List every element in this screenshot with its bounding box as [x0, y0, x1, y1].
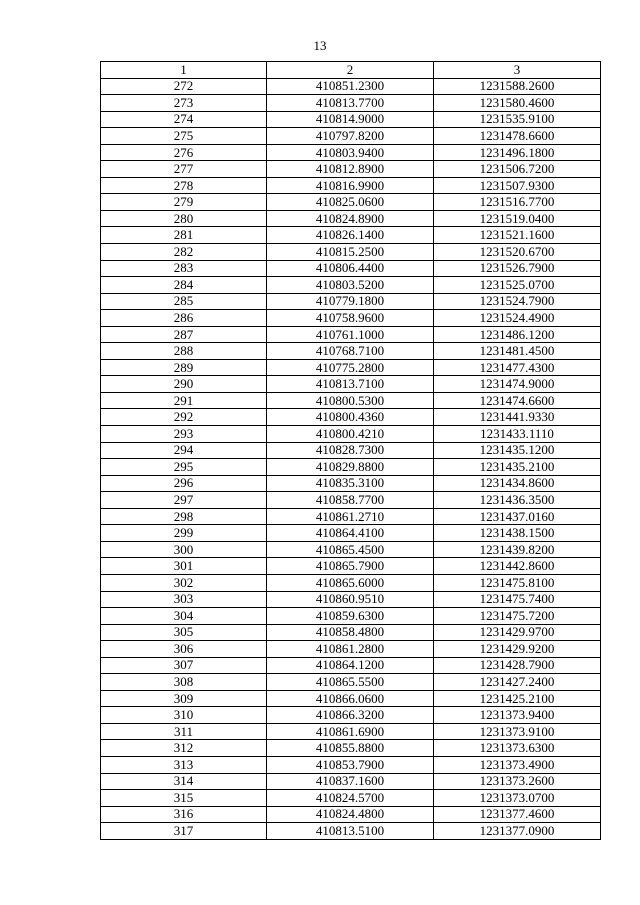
- x-coordinate-cell: 410865.6000: [267, 574, 434, 591]
- point-number-cell: 275: [101, 128, 267, 145]
- table-row: [101, 277, 601, 294]
- table-row: [101, 293, 601, 310]
- y-coordinate-cell: 1231441.9330: [434, 409, 601, 426]
- point-number-cell: 276: [101, 144, 267, 161]
- column-header-3: 3: [434, 62, 601, 79]
- table-row: [101, 674, 601, 691]
- point-number-cell: 280: [101, 210, 267, 227]
- y-coordinate-cell: 1231429.9700: [434, 624, 601, 641]
- table-row: [101, 525, 601, 542]
- point-number-cell: 296: [101, 475, 267, 492]
- x-coordinate-cell: 410865.4500: [267, 541, 434, 558]
- point-number-cell: 298: [101, 508, 267, 525]
- page-number: 13: [313, 38, 327, 53]
- y-coordinate-cell: 1231507.9300: [434, 177, 601, 194]
- table-row: [101, 144, 601, 161]
- x-coordinate-cell: 410813.5100: [267, 823, 434, 840]
- table-row: [101, 823, 601, 840]
- point-number-cell: 286: [101, 310, 267, 327]
- x-coordinate-cell: 410813.7700: [267, 95, 434, 112]
- table-row: [101, 343, 601, 360]
- point-number-cell: 293: [101, 426, 267, 443]
- table-row: [101, 508, 601, 525]
- table-row: [101, 326, 601, 343]
- y-coordinate-cell: 1231524.4900: [434, 310, 601, 327]
- x-coordinate-cell: 410853.7900: [267, 756, 434, 773]
- y-coordinate-cell: 1231535.9100: [434, 111, 601, 128]
- x-coordinate-cell: 410865.7900: [267, 558, 434, 575]
- y-coordinate-cell: 1231521.1600: [434, 227, 601, 244]
- x-coordinate-cell: 410824.8900: [267, 210, 434, 227]
- table-row: [101, 111, 601, 128]
- point-number-cell: 305: [101, 624, 267, 641]
- y-coordinate-cell: 1231580.4600: [434, 95, 601, 112]
- x-coordinate-cell: 410797.8200: [267, 128, 434, 145]
- y-coordinate-cell: 1231437.0160: [434, 508, 601, 525]
- point-number-cell: 279: [101, 194, 267, 211]
- x-coordinate-cell: 410861.2710: [267, 508, 434, 525]
- x-coordinate-cell: 410824.5700: [267, 790, 434, 807]
- x-coordinate-cell: 410768.7100: [267, 343, 434, 360]
- y-coordinate-cell: 1231427.2400: [434, 674, 601, 691]
- y-coordinate-cell: 1231429.9200: [434, 641, 601, 658]
- x-coordinate-cell: 410800.4210: [267, 426, 434, 443]
- point-number-cell: 288: [101, 343, 267, 360]
- point-number-cell: 315: [101, 790, 267, 807]
- table-row: [101, 409, 601, 426]
- point-number-cell: 294: [101, 442, 267, 459]
- table-row: [101, 426, 601, 443]
- column-header-2: 2: [267, 62, 434, 79]
- point-number-cell: 278: [101, 177, 267, 194]
- y-coordinate-cell: 1231373.9400: [434, 707, 601, 724]
- coordinates-table: [100, 61, 601, 840]
- table-row: [101, 756, 601, 773]
- x-coordinate-cell: 410800.5300: [267, 392, 434, 409]
- y-coordinate-cell: 1231373.6300: [434, 740, 601, 757]
- x-coordinate-cell: 410851.2300: [267, 78, 434, 95]
- point-number-cell: 295: [101, 459, 267, 476]
- x-coordinate-cell: 410864.1200: [267, 657, 434, 674]
- y-coordinate-cell: 1231377.0900: [434, 823, 601, 840]
- point-number-cell: 284: [101, 277, 267, 294]
- y-coordinate-cell: 1231478.6600: [434, 128, 601, 145]
- table-row: [101, 574, 601, 591]
- y-coordinate-cell: 1231475.7400: [434, 591, 601, 608]
- y-coordinate-cell: 1231526.7900: [434, 260, 601, 277]
- table-row: [101, 161, 601, 178]
- table-row: [101, 227, 601, 244]
- x-coordinate-cell: 410826.1400: [267, 227, 434, 244]
- table-row: [101, 558, 601, 575]
- point-number-cell: 289: [101, 359, 267, 376]
- y-coordinate-cell: 1231373.4900: [434, 756, 601, 773]
- x-coordinate-cell: 410864.4100: [267, 525, 434, 542]
- point-number-cell: 285: [101, 293, 267, 310]
- column-header-1: 1: [101, 62, 267, 79]
- table-row: [101, 95, 601, 112]
- y-coordinate-cell: 1231475.8100: [434, 574, 601, 591]
- table-row: [101, 790, 601, 807]
- y-coordinate-cell: 1231486.1200: [434, 326, 601, 343]
- x-coordinate-cell: 410816.9900: [267, 177, 434, 194]
- y-coordinate-cell: 1231506.7200: [434, 161, 601, 178]
- table-row: [101, 541, 601, 558]
- table-row: [101, 740, 601, 757]
- table-row: [101, 707, 601, 724]
- x-coordinate-cell: 410858.4800: [267, 624, 434, 641]
- table-row: [101, 657, 601, 674]
- point-number-cell: 300: [101, 541, 267, 558]
- x-coordinate-cell: 410855.8800: [267, 740, 434, 757]
- point-number-cell: 290: [101, 376, 267, 393]
- x-coordinate-cell: 410815.2500: [267, 244, 434, 261]
- table-row: [101, 260, 601, 277]
- x-coordinate-cell: 410866.3200: [267, 707, 434, 724]
- point-number-cell: 274: [101, 111, 267, 128]
- point-number-cell: 287: [101, 326, 267, 343]
- y-coordinate-cell: 1231425.2100: [434, 690, 601, 707]
- y-coordinate-cell: 1231524.7900: [434, 293, 601, 310]
- x-coordinate-cell: 410861.2800: [267, 641, 434, 658]
- table-row: [101, 624, 601, 641]
- y-coordinate-cell: 1231373.0700: [434, 790, 601, 807]
- point-number-cell: 316: [101, 806, 267, 823]
- table-row: [101, 475, 601, 492]
- x-coordinate-cell: 410861.6900: [267, 723, 434, 740]
- x-coordinate-cell: 410814.9000: [267, 111, 434, 128]
- y-coordinate-cell: 1231520.6700: [434, 244, 601, 261]
- y-coordinate-cell: 1231438.1500: [434, 525, 601, 542]
- x-coordinate-cell: 410865.5500: [267, 674, 434, 691]
- table-header-row: [101, 62, 601, 79]
- point-number-cell: 291: [101, 392, 267, 409]
- point-number-cell: 311: [101, 723, 267, 740]
- table-row: [101, 723, 601, 740]
- x-coordinate-cell: 410859.6300: [267, 608, 434, 625]
- point-number-cell: 303: [101, 591, 267, 608]
- x-coordinate-cell: 410829.8800: [267, 459, 434, 476]
- table-row: [101, 244, 601, 261]
- x-coordinate-cell: 410825.0600: [267, 194, 434, 211]
- point-number-cell: 272: [101, 78, 267, 95]
- x-coordinate-cell: 410813.7100: [267, 376, 434, 393]
- x-coordinate-cell: 410866.0600: [267, 690, 434, 707]
- x-coordinate-cell: 410775.2800: [267, 359, 434, 376]
- table-row: [101, 806, 601, 823]
- point-number-cell: 314: [101, 773, 267, 790]
- point-number-cell: 292: [101, 409, 267, 426]
- x-coordinate-cell: 410806.4400: [267, 260, 434, 277]
- y-coordinate-cell: 1231525.0700: [434, 277, 601, 294]
- x-coordinate-cell: 410858.7700: [267, 492, 434, 509]
- table-row: [101, 194, 601, 211]
- y-coordinate-cell: 1231588.2600: [434, 78, 601, 95]
- point-number-cell: 308: [101, 674, 267, 691]
- table-row: [101, 641, 601, 658]
- y-coordinate-cell: 1231434.8600: [434, 475, 601, 492]
- table-row: [101, 459, 601, 476]
- y-coordinate-cell: 1231435.2100: [434, 459, 601, 476]
- point-number-cell: 302: [101, 574, 267, 591]
- table-row: [101, 310, 601, 327]
- table-row: [101, 359, 601, 376]
- point-number-cell: 299: [101, 525, 267, 542]
- point-number-cell: 312: [101, 740, 267, 757]
- point-number-cell: 310: [101, 707, 267, 724]
- x-coordinate-cell: 410828.7300: [267, 442, 434, 459]
- y-coordinate-cell: 1231442.8600: [434, 558, 601, 575]
- table-body: [101, 78, 601, 839]
- y-coordinate-cell: 1231433.1110: [434, 426, 601, 443]
- x-coordinate-cell: 410761.1000: [267, 326, 434, 343]
- y-coordinate-cell: 1231481.4500: [434, 343, 601, 360]
- y-coordinate-cell: 1231436.3500: [434, 492, 601, 509]
- y-coordinate-cell: 1231474.9000: [434, 376, 601, 393]
- point-number-cell: 273: [101, 95, 267, 112]
- table-row: [101, 773, 601, 790]
- y-coordinate-cell: 1231435.1200: [434, 442, 601, 459]
- y-coordinate-cell: 1231474.6600: [434, 392, 601, 409]
- y-coordinate-cell: 1231516.7700: [434, 194, 601, 211]
- point-number-cell: 277: [101, 161, 267, 178]
- x-coordinate-cell: 410803.9400: [267, 144, 434, 161]
- x-coordinate-cell: 410803.5200: [267, 277, 434, 294]
- point-number-cell: 309: [101, 690, 267, 707]
- x-coordinate-cell: 410824.4800: [267, 806, 434, 823]
- x-coordinate-cell: 410860.9510: [267, 591, 434, 608]
- point-number-cell: 313: [101, 756, 267, 773]
- y-coordinate-cell: 1231439.8200: [434, 541, 601, 558]
- table-row: [101, 210, 601, 227]
- table-row: [101, 608, 601, 625]
- y-coordinate-cell: 1231373.9100: [434, 723, 601, 740]
- y-coordinate-cell: 1231496.1800: [434, 144, 601, 161]
- table-row: [101, 376, 601, 393]
- x-coordinate-cell: 410779.1800: [267, 293, 434, 310]
- table-row: [101, 78, 601, 95]
- y-coordinate-cell: 1231428.7900: [434, 657, 601, 674]
- x-coordinate-cell: 410800.4360: [267, 409, 434, 426]
- x-coordinate-cell: 410837.1600: [267, 773, 434, 790]
- point-number-cell: 307: [101, 657, 267, 674]
- y-coordinate-cell: 1231373.2600: [434, 773, 601, 790]
- y-coordinate-cell: 1231477.4300: [434, 359, 601, 376]
- point-number-cell: 301: [101, 558, 267, 575]
- x-coordinate-cell: 410835.3100: [267, 475, 434, 492]
- table-row: [101, 128, 601, 145]
- y-coordinate-cell: 1231475.7200: [434, 608, 601, 625]
- point-number-cell: 283: [101, 260, 267, 277]
- x-coordinate-cell: 410758.9600: [267, 310, 434, 327]
- table-row: [101, 492, 601, 509]
- point-number-cell: 306: [101, 641, 267, 658]
- point-number-cell: 281: [101, 227, 267, 244]
- point-number-cell: 297: [101, 492, 267, 509]
- table-row: [101, 177, 601, 194]
- table-row: [101, 591, 601, 608]
- x-coordinate-cell: 410812.8900: [267, 161, 434, 178]
- y-coordinate-cell: 1231519.0400: [434, 210, 601, 227]
- table-row: [101, 690, 601, 707]
- point-number-cell: 304: [101, 608, 267, 625]
- point-number-cell: 282: [101, 244, 267, 261]
- point-number-cell: 317: [101, 823, 267, 840]
- table-row: [101, 392, 601, 409]
- y-coordinate-cell: 1231377.4600: [434, 806, 601, 823]
- table-row: [101, 442, 601, 459]
